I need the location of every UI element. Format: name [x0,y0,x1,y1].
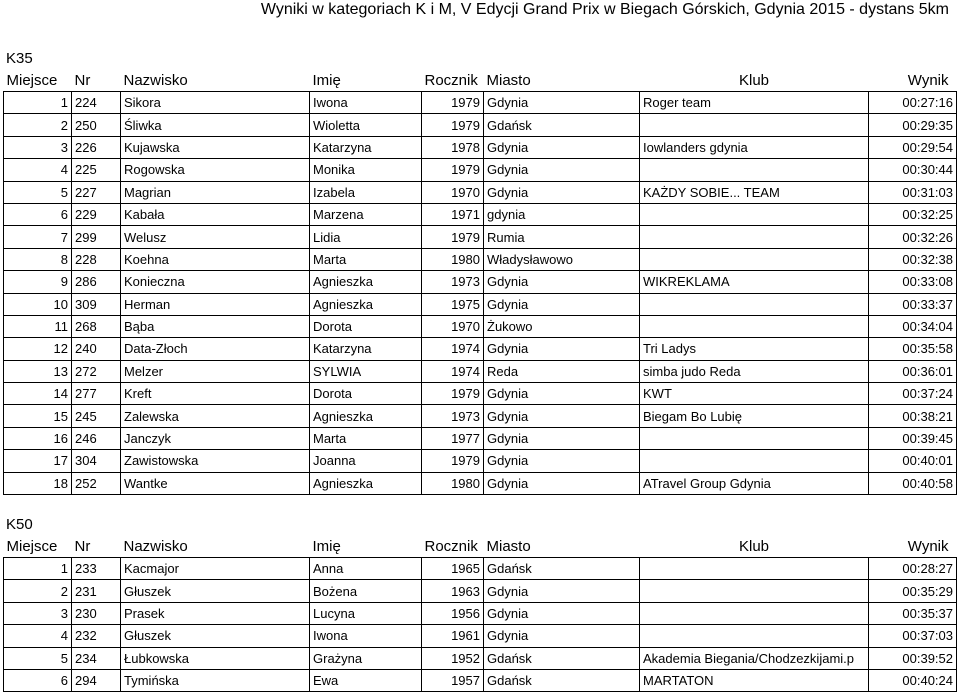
table-row [4,181,957,203]
cell-name: Marzena [310,203,422,225]
table-row [4,450,957,472]
cell-place: 3 [4,602,72,624]
cell-year: 1979 [422,92,484,114]
table-row [4,602,957,624]
results-table-k35 [3,69,957,495]
cell-nr: 272 [72,360,121,382]
header-result: Wynik [907,537,949,555]
cell-year: 1965 [422,558,484,580]
cell-city: Gdańsk [484,669,640,691]
cell-place: 18 [4,472,72,494]
cell-year: 1979 [422,383,484,405]
cell-club [640,450,869,472]
category-label-k35: K35 [6,50,33,67]
cell-result: 00:36:01 [869,360,957,382]
results-table-k50 [3,535,957,692]
cell-year: 1974 [422,360,484,382]
cell-city: Gdynia [484,92,640,114]
cell-name: SYLWIA [310,360,422,382]
cell-name: Anna [310,558,422,580]
cell-name: Dorota [310,383,422,405]
cell-club [640,203,869,225]
cell-surname: Janczyk [121,427,310,449]
cell-place: 2 [4,114,72,136]
cell-nr: 225 [72,159,121,181]
cell-result: 00:35:58 [869,338,957,360]
cell-surname: Kujawska [121,136,310,158]
cell-surname: Wantke [121,472,310,494]
cell-name: Agnieszka [310,405,422,427]
cell-place: 4 [4,625,72,647]
cell-surname: Prasek [121,602,310,624]
table-row [4,669,957,691]
cell-club [640,293,869,315]
page-title: Wyniki w kategoriach K i M, V Edycji Grand Prix w Biegach Górskich, Gdynia 2015 - dystans 5km [260,1,949,18]
cell-place: 2 [4,580,72,602]
cell-city: Władysławowo [484,248,640,270]
cell-city: Gdynia [484,602,640,624]
header-result: Wynik [907,71,949,89]
cell-year: 1973 [422,405,484,427]
cell-surname: Głuszek [121,625,310,647]
cell-place: 4 [4,159,72,181]
cell-name: Katarzyna [310,136,422,158]
cell-result: 00:32:26 [869,226,957,248]
cell-place: 12 [4,338,72,360]
cell-city: Gdańsk [484,114,640,136]
cell-result: 00:28:27 [869,558,957,580]
table-row [4,248,957,270]
cell-year: 1979 [422,226,484,248]
cell-city: Gdańsk [484,558,640,580]
cell-surname: Łubkowska [121,647,310,669]
cell-surname: Bąba [121,315,310,337]
cell-city: gdynia [484,203,640,225]
table-row [4,136,957,158]
cell-city: Gdynia [484,450,640,472]
cell-year: 1963 [422,580,484,602]
cell-result: 00:39:52 [869,647,957,669]
cell-place: 14 [4,383,72,405]
cell-place: 6 [4,203,72,225]
cell-nr: 252 [72,472,121,494]
cell-name: Ewa [310,669,422,691]
cell-nr: 230 [72,602,121,624]
cell-surname: Koehna [121,248,310,270]
table-row [4,92,957,114]
table-row [4,271,957,293]
cell-name: Agnieszka [310,472,422,494]
cell-surname: Kreft [121,383,310,405]
header-name: Imię [312,537,341,555]
header-year: Rocznik [424,537,478,555]
cell-result: 00:35:29 [869,580,957,602]
cell-place: 5 [4,647,72,669]
cell-surname: Rogowska [121,159,310,181]
cell-year: 1957 [422,669,484,691]
cell-club: Roger team [640,92,869,114]
header-nr: Nr [74,537,91,555]
cell-nr: 299 [72,226,121,248]
cell-year: 1977 [422,427,484,449]
cell-club [640,427,869,449]
cell-nr: 224 [72,92,121,114]
cell-name: Dorota [310,315,422,337]
cell-year: 1978 [422,136,484,158]
cell-place: 10 [4,293,72,315]
cell-club: KAŻDY SOBIE... TEAM [640,181,869,203]
cell-club: Akademia Biegania/Chodzezkijami.p [640,647,869,669]
cell-surname: Welusz [121,226,310,248]
cell-club [640,602,869,624]
cell-result: 00:32:25 [869,203,957,225]
cell-name: Iwona [310,625,422,647]
table-row [4,159,957,181]
cell-name: Agnieszka [310,293,422,315]
header-row [4,535,957,558]
cell-nr: 268 [72,315,121,337]
cell-nr: 240 [72,338,121,360]
cell-surname: Herman [121,293,310,315]
cell-nr: 228 [72,248,121,270]
cell-name: Iwona [310,92,422,114]
cell-club: ATravel Group Gdynia [640,472,869,494]
cell-surname: Kacmajor [121,558,310,580]
cell-place: 3 [4,136,72,158]
cell-year: 1952 [422,647,484,669]
cell-result: 00:30:44 [869,159,957,181]
cell-surname: Zalewska [121,405,310,427]
cell-result: 00:33:08 [869,271,957,293]
cell-result: 00:40:01 [869,450,957,472]
header-surname: Nazwisko [123,537,188,555]
cell-year: 1979 [422,114,484,136]
cell-result: 00:33:37 [869,293,957,315]
cell-result: 00:29:54 [869,136,957,158]
cell-name: Joanna [310,450,422,472]
cell-nr: 233 [72,558,121,580]
table-row [4,360,957,382]
cell-name: Grażyna [310,647,422,669]
header-nr: Nr [74,71,91,89]
cell-name: Lucyna [310,602,422,624]
table-row [4,203,957,225]
cell-year: 1975 [422,293,484,315]
table-row [4,383,957,405]
table-row [4,114,957,136]
category-label-k50: K50 [6,516,33,533]
cell-club: KWT [640,383,869,405]
table-row [4,293,957,315]
header-row [4,69,957,92]
cell-name: Bożena [310,580,422,602]
cell-year: 1970 [422,181,484,203]
cell-name: Izabela [310,181,422,203]
cell-result: 00:40:58 [869,472,957,494]
cell-name: Monika [310,159,422,181]
cell-city: Żukowo [484,315,640,337]
table-row [4,226,957,248]
cell-nr: 227 [72,181,121,203]
cell-surname: Data-Złoch [121,338,310,360]
cell-nr: 232 [72,625,121,647]
header-place: Miejsce [6,71,58,89]
cell-city: Gdynia [484,625,640,647]
cell-nr: 286 [72,271,121,293]
table-row [4,580,957,602]
cell-club [640,114,869,136]
cell-club: simba judo Reda [640,360,869,382]
cell-surname: Kabała [121,203,310,225]
cell-place: 5 [4,181,72,203]
cell-result: 00:31:03 [869,181,957,203]
cell-place: 8 [4,248,72,270]
results-body-k50 [4,558,957,692]
cell-club [640,226,869,248]
cell-name: Marta [310,427,422,449]
cell-year: 1971 [422,203,484,225]
cell-place: 11 [4,315,72,337]
cell-club [640,248,869,270]
cell-place: 15 [4,405,72,427]
cell-nr: 304 [72,450,121,472]
cell-result: 00:38:21 [869,405,957,427]
cell-surname: Sikora [121,92,310,114]
cell-club [640,558,869,580]
cell-year: 1970 [422,315,484,337]
cell-result: 00:39:45 [869,427,957,449]
cell-place: 1 [4,558,72,580]
cell-result: 00:37:24 [869,383,957,405]
cell-result: 00:34:04 [869,315,957,337]
cell-nr: 294 [72,669,121,691]
cell-nr: 234 [72,647,121,669]
cell-city: Gdynia [484,181,640,203]
cell-result: 00:37:03 [869,625,957,647]
cell-year: 1980 [422,248,484,270]
cell-club: Iowlanders gdynia [640,136,869,158]
cell-surname: Magrian [121,181,310,203]
cell-place: 9 [4,271,72,293]
table-row [4,338,957,360]
cell-city: Gdynia [484,580,640,602]
cell-place: 6 [4,669,72,691]
cell-surname: Tymińska [121,669,310,691]
table-row [4,625,957,647]
cell-nr: 246 [72,427,121,449]
cell-place: 1 [4,92,72,114]
cell-result: 00:35:37 [869,602,957,624]
cell-place: 7 [4,226,72,248]
cell-name: Agnieszka [310,271,422,293]
cell-year: 1961 [422,625,484,647]
cell-nr: 277 [72,383,121,405]
cell-year: 1956 [422,602,484,624]
cell-city: Rumia [484,226,640,248]
header-city: Miasto [486,537,531,555]
cell-place: 17 [4,450,72,472]
cell-city: Gdynia [484,472,640,494]
cell-surname: Śliwka [121,114,310,136]
cell-club: Tri Ladys [640,338,869,360]
cell-nr: 226 [72,136,121,158]
cell-year: 1973 [422,271,484,293]
results-body-k35 [4,92,957,495]
header-name: Imię [312,71,341,89]
cell-result: 00:40:24 [869,669,957,691]
table-row [4,427,957,449]
cell-result: 00:29:35 [869,114,957,136]
cell-nr: 231 [72,580,121,602]
cell-club [640,580,869,602]
cell-place: 16 [4,427,72,449]
cell-result: 00:27:16 [869,92,957,114]
cell-city: Gdynia [484,427,640,449]
cell-surname: Głuszek [121,580,310,602]
header-club: Klub [738,537,770,555]
cell-year: 1974 [422,338,484,360]
cell-name: Wioletta [310,114,422,136]
table-row [4,315,957,337]
header-surname: Nazwisko [123,71,188,89]
header-club: Klub [738,71,770,89]
cell-club: Biegam Bo Lubię [640,405,869,427]
cell-city: Reda [484,360,640,382]
cell-city: Gdynia [484,405,640,427]
cell-name: Marta [310,248,422,270]
cell-club [640,315,869,337]
cell-club [640,625,869,647]
cell-nr: 250 [72,114,121,136]
table-row [4,647,957,669]
cell-city: Gdynia [484,383,640,405]
cell-city: Gdynia [484,338,640,360]
header-city: Miasto [486,71,531,89]
cell-name: Katarzyna [310,338,422,360]
cell-result: 00:32:38 [869,248,957,270]
cell-year: 1979 [422,450,484,472]
cell-club: MARTATON [640,669,869,691]
cell-city: Gdynia [484,271,640,293]
header-year: Rocznik [424,71,478,89]
cell-surname: Melzer [121,360,310,382]
table-row [4,558,957,580]
cell-city: Gdynia [484,136,640,158]
cell-club [640,159,869,181]
cell-name: Lidia [310,226,422,248]
cell-surname: Zawistowska [121,450,310,472]
table-row [4,472,957,494]
cell-place: 13 [4,360,72,382]
cell-nr: 229 [72,203,121,225]
cell-year: 1979 [422,159,484,181]
table-row [4,405,957,427]
cell-surname: Konieczna [121,271,310,293]
cell-city: Gdynia [484,159,640,181]
header-place: Miejsce [6,537,58,555]
cell-club: WIKREKLAMA [640,271,869,293]
cell-nr: 309 [72,293,121,315]
cell-city: Gdynia [484,293,640,315]
cell-nr: 245 [72,405,121,427]
cell-year: 1980 [422,472,484,494]
cell-city: Gdańsk [484,647,640,669]
